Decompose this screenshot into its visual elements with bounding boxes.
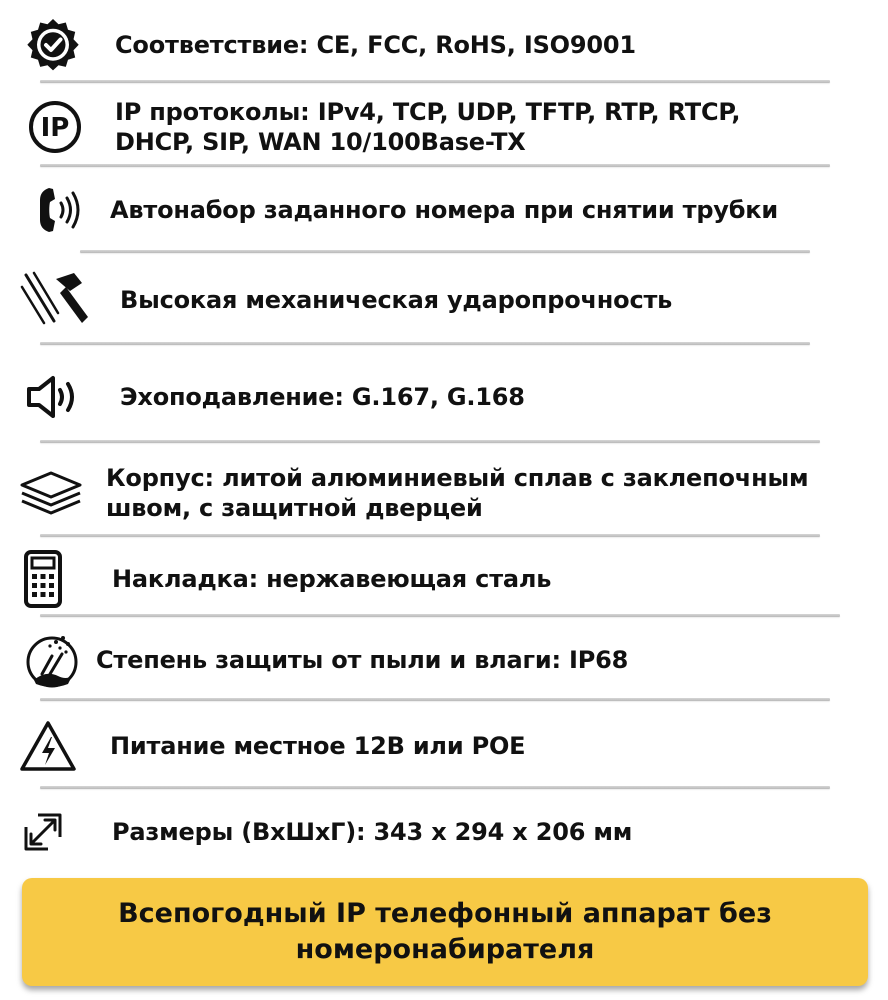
divider (40, 80, 830, 83)
ringing-phone-icon (28, 178, 90, 242)
divider (40, 440, 820, 443)
feature-text-faceplate: Накладка: нержавеющая сталь (112, 565, 552, 593)
ip-protocol-icon (24, 92, 86, 162)
water-splash-icon (20, 624, 84, 696)
divider (40, 786, 830, 789)
feature-row-enclosure (0, 456, 888, 530)
certification-badge-icon (22, 14, 84, 76)
product-title-banner: Всепогодный IP телефонный аппарат без номеронабирателя (22, 878, 868, 986)
feature-row-ingress-protection (0, 624, 888, 696)
keypad-icon (18, 544, 68, 614)
feature-row-power (0, 712, 888, 780)
feature-text-ingress-protection: Степень защиты от пыли и влаги: IP68 (96, 646, 629, 674)
speaker-volume-icon (22, 364, 88, 430)
feature-row-echo-cancellation (0, 364, 888, 430)
hammer-impact-icon (16, 264, 96, 336)
high-voltage-warning-icon (16, 712, 80, 780)
feature-text-echo-cancellation: Эхоподавление: G.167, G.168 (120, 383, 525, 411)
feature-text-dimensions: Размеры (ВхШхГ): 343 x 294 x 206 мм (112, 818, 633, 846)
feature-text-autodial: Автонабор заданного номера при снятии трубки (110, 196, 779, 224)
feature-row-impact-resistance (0, 264, 888, 336)
divider (40, 614, 840, 617)
divider (40, 164, 830, 167)
feature-text-power: Питание местное 12В или POE (110, 732, 526, 760)
divider (40, 534, 820, 537)
feature-row-certification (0, 14, 888, 76)
feature-row-faceplate (0, 544, 888, 614)
feature-row-ip-protocols (0, 92, 888, 162)
divider (40, 342, 810, 345)
feature-text-impact-resistance: Высокая механическая ударопрочность (120, 286, 673, 314)
resize-arrows-icon (18, 804, 68, 860)
feature-row-dimensions (0, 804, 888, 860)
ip-icon-text: IP (40, 113, 70, 143)
layers-icon (16, 456, 86, 530)
feature-text-certification: Соответствие: CE, FCC, RoHS, ISO9001 (115, 31, 636, 59)
feature-text-enclosure: Корпус: литой алюминиевый сплав с заклепочным швом, с защитной дверцей (106, 464, 809, 522)
divider (80, 250, 810, 253)
feature-row-autodial (0, 178, 888, 242)
divider (40, 698, 830, 701)
feature-text-ip-protocols: IP протоколы: IPv4, TCP, UDP, TFTP, RTP, RTCP, DHCP, SIP, WAN 10/100Base-TX (115, 98, 741, 156)
